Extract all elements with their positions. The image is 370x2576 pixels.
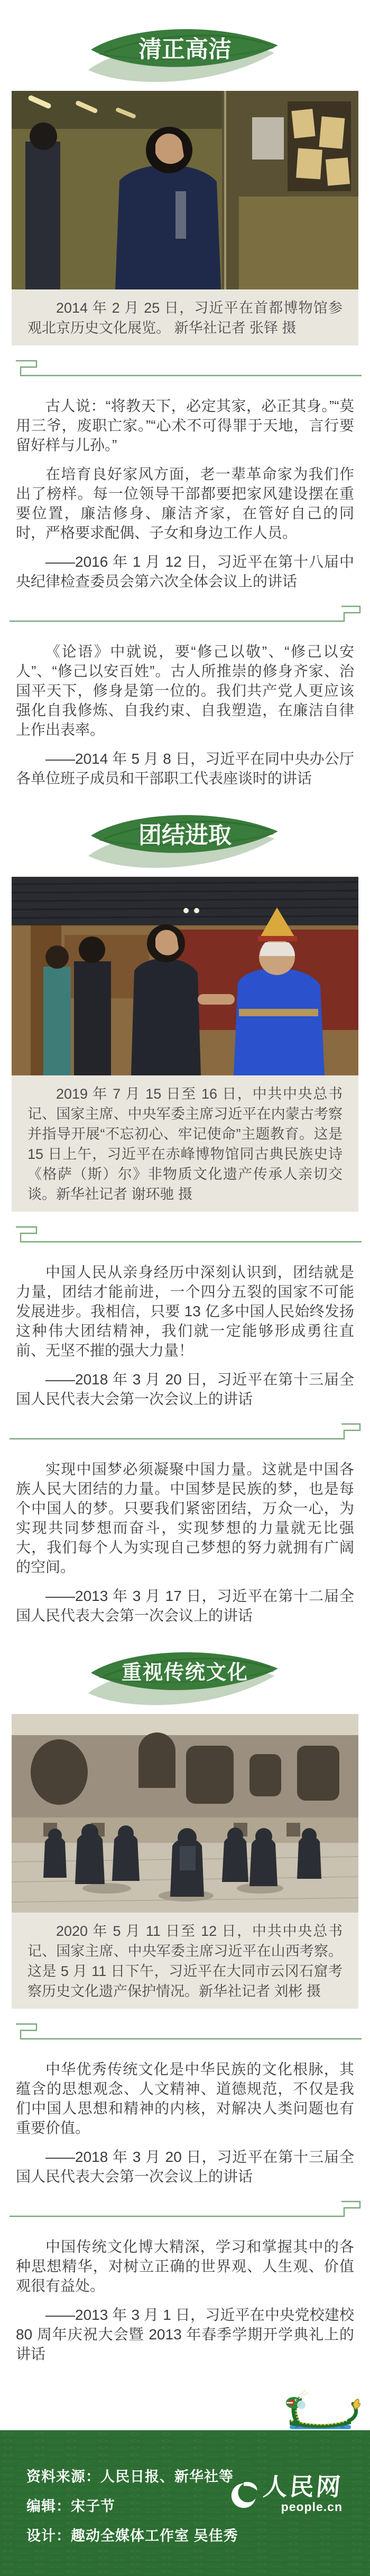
quote-paragraph: 《论语》中就说，要“修己以敬”、“修己以安人”、“修己以安百姓”。古人所推崇的修身齐家、治国平天下，修身是第一位的。我们共产党人更应该强化自我修炼、自我约束、自我塑造，在廉洁自律上作出表率。 [16,643,354,738]
photo-caption-3: 2020 年 5 月 11 日至 12 日，中共中央总书记、国家主席、中央军委主席习近平在山西考察。这是 5 月 11 日下午，习近平在大同市云冈石窟考察历史文化遗产保护情况。新华社记者 刘彬 摄 [12,1913,358,2009]
dragon-boat-icon [281,2389,360,2431]
photo-yungang-grottoes [12,1714,358,1913]
leaf-banner-icon [82,1644,288,1710]
quote-attribution: ——2018 年 3 月 20 日，习近平在第十三届全国人民代表大会第一次会议上的讲话 [16,1371,354,1407]
quote-frame-close-icon [0,1422,370,1440]
quote-frame-close-icon [0,2200,370,2218]
section-unity [0,807,370,1625]
leaf-banner-icon [82,21,288,87]
quote-attribution: ——2018 年 3 月 20 日，习近平在第十三届全国人民代表大会第一次会议上的讲话 [16,2149,354,2185]
footer-designer-line: 设计：趣动全媒体工作室 吴佳秀 [26,2528,238,2544]
section-traditional-culture [0,1644,370,2364]
footer [0,2430,370,2576]
quote-attribution: ——2013 年 3 月 1 日，习近平在中央党校建校 80 周年庆祝大会暨 2013 年春季学期开学典礼上的讲话 [16,2307,354,2362]
quote-frame-open-icon [0,1225,370,1243]
footer-editor-line: 编辑：宋子节 [26,2498,115,2514]
photo-capital-museum [12,91,358,289]
people-logo-text [263,2475,343,2514]
section-integrity [0,21,370,788]
quote-paragraph: 中国传统文化博大精深，学习和掌握其中的各种思想精华，对树立正确的世界观、人生观、价值观很有益处。 [16,2238,354,2294]
people-cn-logo [228,2475,343,2514]
footer-source-line: 资料来源：人民日报、新华社等 [26,2469,234,2485]
quote-paragraph: 在培育良好家风方面，老一辈革命家为我们作出了榜样。每一位领导干部都要把家风建设摆在重要位置，廉洁修身、廉洁齐家，在管好自己的同时，严格要求配偶、子女和身边工作人员。 [16,466,354,541]
quote-paragraph: 中国人民从亲身经历中深刻认识到，团结就是力量，团结才能前进，一个四分五裂的国家不可能发展进步。我相信，只要 13 亿多中国人民始终发扬这种伟大团结精神，我们就一定能够形成勇往直前、无坚不摧的强大力量！ [16,1264,354,1359]
people-logo-emblem-icon [228,2479,259,2510]
section-banner-2 [82,807,288,873]
photo-chifeng-museum [12,877,358,1075]
photo-caption-2: 2019 年 7 月 15 日至 16 日，中共中央总书记、国家主席、中央军委主席习近平在内蒙古考察并指导开展“不忘初心、牢记使命”主题教育。这是 15 日上午，习近平在赤峰博物馆同古典民族史诗《格萨（斯）尔》非物质文化遗产传承人亲切交谈。新华社记者 谢环驰 摄 [12,1075,358,1212]
leaf-banner-icon [82,807,288,873]
quote-frame-close-icon [0,605,370,623]
quote-attribution: ——2013 年 3 月 17 日，习近平在第十二届全国人民代表大会第一次会议上的讲话 [16,1588,354,1624]
quote-frame-open-icon [0,2022,370,2040]
section-banner-1 [82,21,288,87]
quote-frame-open-icon [0,359,370,377]
photo-chifeng-museum-image [12,877,358,1075]
section-banner-label: 清正高洁 [138,36,232,62]
section-banner-3 [82,1644,288,1710]
photo-capital-museum-image [12,91,358,289]
quote-attribution: ——2014 年 5 月 8 日，习近平在同中央办公厅各单位班子成员和干部职工代表座谈时的讲话 [16,751,354,786]
photo-yungang-grottoes-image [12,1714,358,1913]
photo-caption-1: 2014 年 2 月 25 日，习近平在首都博物馆参观北京历史文化展览。 新华社记者 张铎 摄 [12,289,358,345]
section-banner-label: 团结进取 [138,822,232,848]
dragon-boat-area [0,2390,370,2430]
quote-paragraph: 实现中国梦必须凝聚中国力量。这就是中国各族人民大团结的力量。中国梦是民族的梦，也是每个中国人的梦。只要我们紧密团结，万众一心，为实现共同梦想而奋斗，实现梦想的力量就无比强大，我们每个人为实现自己梦想的努力就拥有广阔的空间。 [16,1461,354,1575]
quote-attribution: ——2016 年 1 月 12 日，习近平在第十八届中央纪律检查委员会第六次全体会议上的讲话 [16,554,354,589]
logo-cn-text: 人民网 [262,2473,344,2500]
logo-en-text: people.cn [281,2500,343,2514]
section-banner-label: 重视传统文化 [121,1662,249,1684]
quote-paragraph: 古人说：“将教天下，必定其家，必正其身。”“莫用三爷，废职亡家。”“心术不可得罪于天地，言行要留好样与儿孙。” [16,398,354,453]
quote-paragraph: 中华优秀传统文化是中华民族的文化根脉，其蕴含的思想观念、人文精神、道德规范，不仅是我们中国人思想和精神的内核，对解决人类问题也有重要价值。 [16,2061,354,2136]
